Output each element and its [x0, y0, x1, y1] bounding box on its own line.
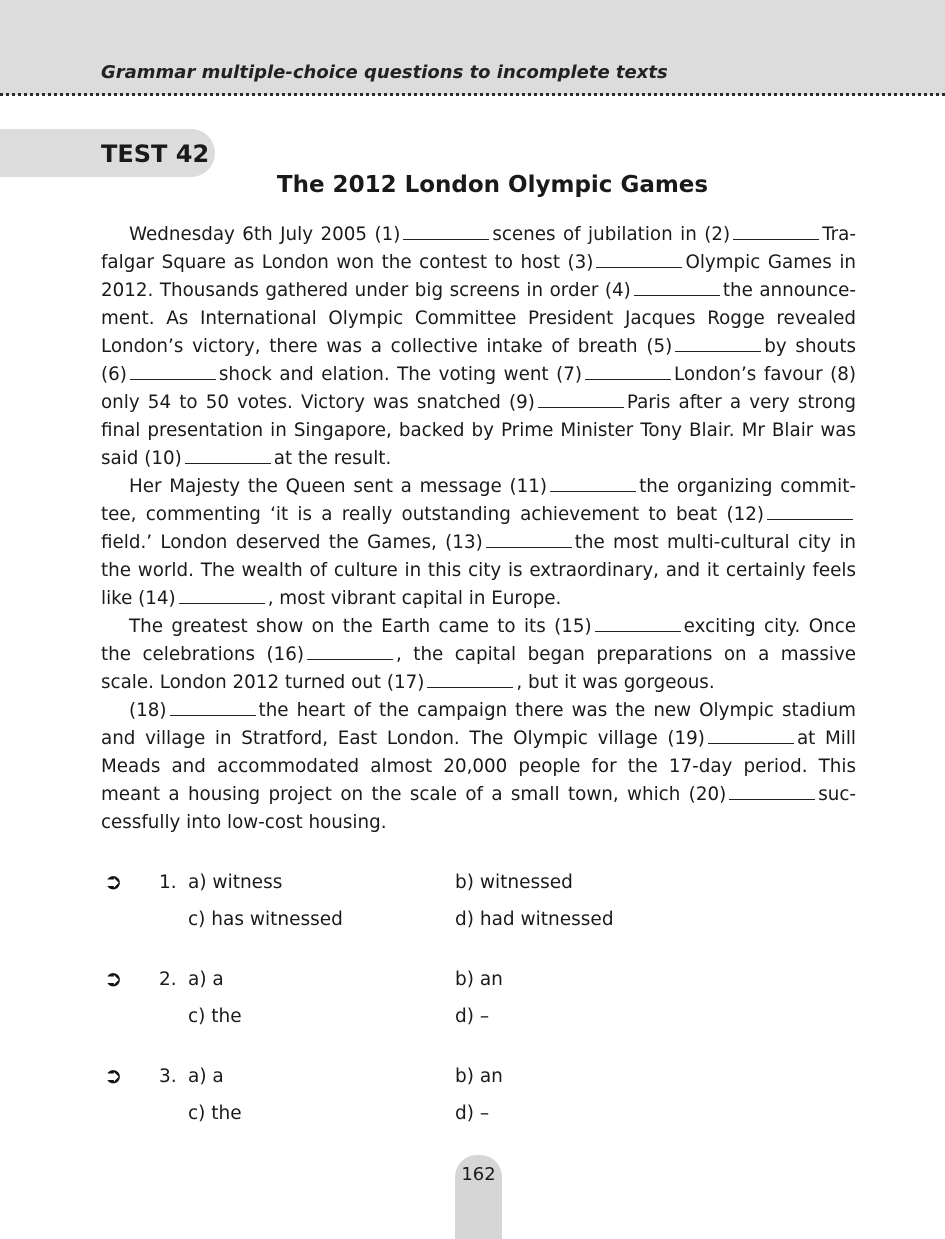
page-number: 162	[461, 1164, 496, 1185]
option-a[interactable]: a) a	[188, 1066, 224, 1087]
option-c[interactable]: c) has witnessed	[188, 909, 343, 930]
blank-2	[733, 238, 819, 240]
passage-text: successfully into low-cost housing.	[101, 784, 856, 833]
passage-text: (18)	[129, 700, 167, 721]
section-header: Grammar multiple-choice questions to incomplete texts	[101, 62, 668, 83]
blank-16	[307, 658, 393, 660]
paragraph-3	[101, 613, 856, 697]
arrow-icon: ➲	[104, 870, 123, 895]
option-c[interactable]: c) the	[188, 1006, 242, 1027]
blank-7	[585, 378, 671, 380]
question-1	[0, 871, 945, 951]
paragraph-4	[101, 697, 856, 837]
passage-text: the most multi-cultural city in the world. The wealth of culture in this city is extraordinary, and it certainly feels like (14)	[101, 532, 856, 609]
question-2	[0, 968, 945, 1048]
passage-text: The greatest show on the Earth came to its (15)	[129, 616, 592, 637]
passage-text: at Mill Meads and accommodated almost 20,000 people for the 17-day period. This meant a housing project on the scale of a small town, which (20)	[101, 728, 856, 805]
passage	[101, 221, 856, 837]
passage-text: scenes of jubilation in (2)	[492, 224, 731, 245]
passage-text: at the result.	[273, 448, 392, 469]
passage-text: Wednesday 6th July 2005 (1)	[129, 224, 401, 245]
passage-text: , most vibrant capital in Europe.	[267, 588, 562, 609]
passage-text: Paris after a very strong final presentation in Singapore, backed by Prime Minister Tony Blair. Mr Blair was said (10)	[101, 392, 856, 469]
option-b[interactable]: b) witnessed	[455, 872, 573, 893]
option-b[interactable]: b) an	[455, 969, 503, 990]
question-number: 3.	[159, 1066, 177, 1087]
passage-text: the heart of the campaign there was the new Olympic stadium and village in Stratford, East London. The Olympic village (19)	[101, 700, 856, 749]
page-title: The 2012 London Olympic Games	[276, 172, 709, 198]
blank-14	[179, 602, 265, 604]
passage-text: shock and elation. The voting went (7)	[218, 364, 582, 385]
blank-11	[550, 490, 636, 492]
blank-18	[170, 714, 256, 716]
passage-text: the organizing committee, commenting ‘it is a really outstanding achievement to beat (12)	[101, 476, 856, 525]
option-d[interactable]: d) –	[455, 1103, 490, 1124]
passage-text: Olympic Games in 2012. Thousands gathered under big screens in order (4)	[101, 252, 856, 301]
passage-text: Her Majesty the Queen sent a message (11)	[129, 476, 548, 497]
passage-text: London’s favour (8) only 54 to 50 votes. Victory was snatched (9)	[101, 364, 857, 413]
question-number: 2.	[159, 969, 177, 990]
blank-5	[675, 350, 761, 352]
passage-text: exciting city. Once the celebrations (16)	[101, 616, 856, 665]
blank-15	[595, 630, 681, 632]
passage-text: field.’ London deserved the Games, (13)	[101, 532, 483, 553]
arrow-icon: ➲	[104, 1064, 123, 1089]
passage-text: Trafalgar Square as London won the contest to host (3)	[101, 224, 856, 273]
option-d[interactable]: d) –	[455, 1006, 490, 1027]
passage-text: by shouts (6)	[101, 336, 857, 385]
blank-19	[708, 742, 794, 744]
paragraph-1	[101, 221, 856, 473]
question-number: 1.	[159, 872, 177, 893]
option-d[interactable]: d) had witnessed	[455, 909, 614, 930]
option-b[interactable]: b) an	[455, 1066, 503, 1087]
option-a[interactable]: a) a	[188, 969, 224, 990]
blank-10	[185, 462, 271, 464]
paragraph-2	[101, 473, 856, 613]
dotted-divider	[0, 93, 945, 96]
arrow-icon: ➲	[104, 967, 123, 992]
blank-3	[596, 266, 682, 268]
blank-12	[767, 518, 853, 520]
blank-13	[486, 546, 572, 548]
blank-9	[538, 406, 624, 408]
blank-20	[729, 798, 815, 800]
blank-6	[130, 378, 216, 380]
test-label: TEST 42	[101, 140, 210, 168]
passage-text: , but it was gorgeous.	[516, 672, 715, 693]
blank-4	[634, 294, 720, 296]
option-a[interactable]: a) witness	[188, 872, 283, 893]
question-3	[0, 1065, 945, 1145]
passage-text: , the capital began preparations on a massive scale. London 2012 turned out (17)	[101, 644, 856, 693]
blank-1	[403, 238, 489, 240]
blank-17	[427, 686, 513, 688]
option-c[interactable]: c) the	[188, 1103, 242, 1124]
passage-text: the announcement. As International Olympic Committee President Jacques Rogge revealed London’s victory, there was a collective intake of breath (5)	[101, 280, 856, 357]
